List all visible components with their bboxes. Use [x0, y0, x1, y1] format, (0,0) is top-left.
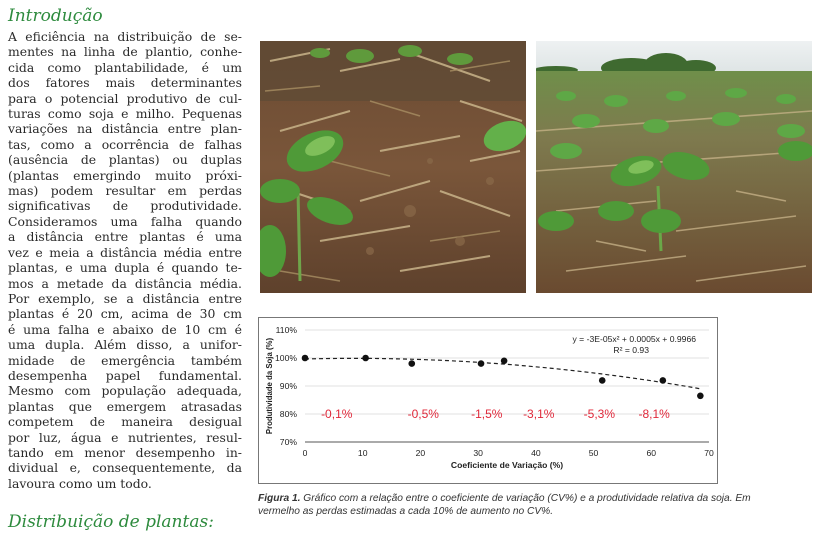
x-tick-label: 60: [646, 448, 657, 458]
text-line: plantas que emergem atrasadas: [8, 398, 242, 414]
x-tick-label: 70: [704, 448, 714, 458]
figure-caption: [258, 492, 758, 518]
text-line: desempenha papel fundamental.: [8, 367, 242, 383]
text-line: plantas, e uma dupla é quando te-: [8, 260, 242, 276]
x-tick-label: 0: [302, 448, 308, 458]
text-line: mos a metade da distância média.: [8, 275, 242, 291]
text-line: cida como plantabilidade, é um: [8, 59, 242, 75]
text-line: Consideramos uma falha quando: [8, 213, 242, 229]
text-line: dos fatores mais determinantes: [8, 75, 242, 91]
text-line: lavoura como um todo.: [8, 475, 152, 491]
x-tick-label: 20: [415, 448, 426, 458]
trendline-equation: y = -3E-05x² + 0.0005x + 0.9966: [572, 334, 696, 344]
y-tick-label: 70%: [279, 437, 297, 447]
loss-label: -0,5%: [407, 407, 439, 421]
text-line: mentes na linha de plantio, conhe-: [8, 44, 242, 60]
soybean-seedlings-photo-closeup: [260, 41, 526, 293]
y-tick-label: 80%: [279, 409, 297, 419]
text-line: a distância entre plantas é uma: [8, 229, 242, 245]
productivity-chart: [258, 317, 718, 484]
figure-label: Figura 1.: [258, 493, 301, 504]
y-tick-label: 110%: [275, 325, 297, 335]
y-axis-label: Produtividade da Soja (%): [265, 337, 274, 435]
x-tick-label: 40: [531, 448, 541, 458]
data-point: [501, 358, 508, 365]
loss-label: -5,3%: [583, 407, 616, 421]
data-point: [478, 360, 485, 367]
soybean-field-photo-wide: [536, 41, 812, 293]
trendline-r-squared: R² = 0.93: [613, 345, 649, 355]
loss-label: -1,5%: [471, 407, 503, 421]
chart-points-layer: [302, 355, 704, 399]
text-line: plantas é 20 cm, acima de 30 cm: [8, 306, 242, 322]
caption-text: Gráfico com a relação entre o coeficiente de variação (CV%) e a produtividade relativa da soja. Em vermelho as perdas estimadas a cada 10% de aumento no CV%.: [258, 493, 751, 517]
text-line: (ausência de plantas) ou duplas: [8, 152, 242, 168]
text-line: midade de emergência também: [8, 352, 242, 368]
text-line: Por exemplo, se a distância entre: [8, 290, 242, 306]
data-point: [362, 355, 369, 362]
chart-canvas: [259, 318, 717, 483]
section-heading-introducao: Introdução: [8, 6, 103, 26]
data-point: [599, 377, 606, 384]
text-line: A eficiência na distribuição de se-: [8, 29, 242, 44]
x-tick-label: 10: [357, 448, 368, 458]
data-point: [408, 360, 415, 367]
text-line: dividual e, consequentemente, da: [8, 460, 242, 476]
section-heading-distribuicao: Distribuição de plantas:: [8, 512, 214, 532]
text-line: variações na distância entre plan-: [8, 121, 242, 137]
text-line: uma dupla. Além disso, a unifor-: [8, 337, 242, 353]
loss-label: -3,1%: [523, 407, 555, 421]
text-line: (plantas emergindo muito próxi-: [8, 167, 242, 183]
text-line: vez e meia a distância média entre: [8, 244, 242, 260]
text-line: tas, como a ocorrência de falhas: [8, 136, 242, 152]
text-line: por luz, água e nutrientes, resul-: [8, 429, 242, 445]
data-point: [660, 377, 667, 384]
data-point: [697, 393, 704, 400]
data-point: [302, 355, 309, 362]
text-line: competem de maneira desigual: [8, 414, 242, 430]
text-line: é uma falha e abaixo de 10 cm é: [8, 321, 242, 337]
text-line: tando em menor desempenho in-: [8, 444, 242, 460]
x-axis-label: Coeficiente de Variação (%): [450, 460, 564, 470]
text-line: Mesmo com população adequada,: [8, 383, 242, 399]
text-line: turas como soja e milho. Pequenas: [8, 106, 242, 122]
loss-label: -8,1%: [638, 407, 670, 421]
body-text: [8, 29, 242, 491]
x-tick-label: 30: [473, 448, 483, 458]
photo-illustration: [536, 41, 812, 293]
text-line: para o potencial produtivo de cul-: [8, 90, 242, 106]
x-tick-label: 50: [588, 448, 599, 458]
y-tick-label: 90%: [279, 381, 297, 391]
y-tick-label: 100%: [275, 353, 297, 363]
photo-illustration: [260, 41, 526, 293]
text-line: mas) podem resultar em perdas: [8, 183, 242, 199]
text-line: significativas de produtividade.: [8, 198, 242, 214]
loss-label: -0,1%: [321, 407, 353, 421]
